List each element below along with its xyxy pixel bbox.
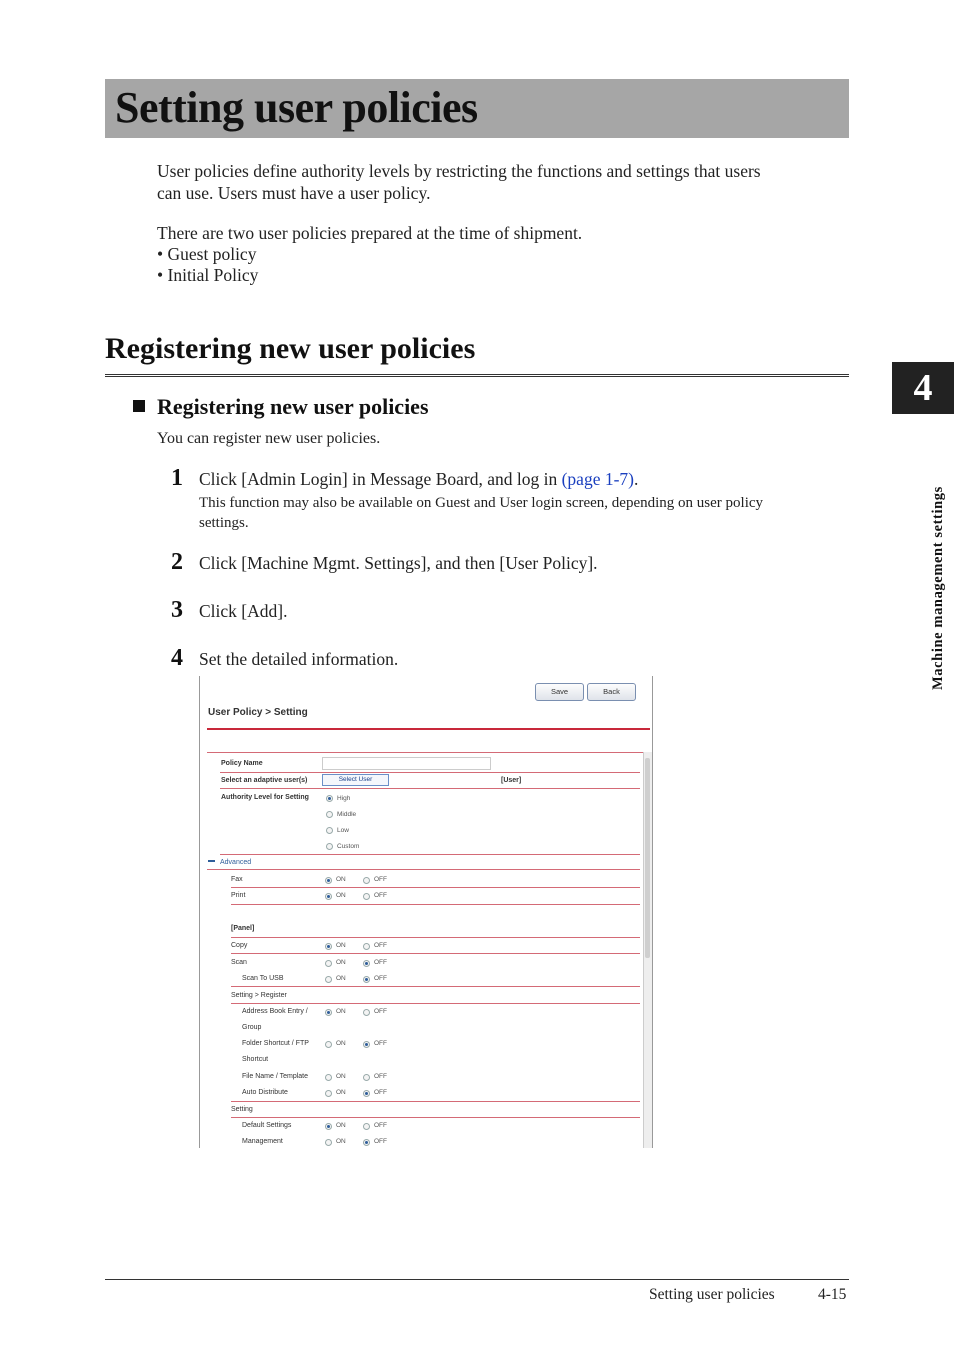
subsection-heading-text: Registering new user policies [157, 394, 429, 419]
scan-usb-off: OFF [374, 975, 387, 982]
scan-usb-off-radio[interactable] [363, 976, 370, 983]
print-on-radio[interactable] [325, 893, 332, 900]
subsection-heading [133, 394, 429, 420]
folder-shortcut-off: OFF [374, 1040, 387, 1047]
divider [220, 788, 640, 789]
radio-high[interactable] [326, 795, 333, 802]
print-label: Print [231, 892, 246, 899]
footer-title: Setting user policies [649, 1286, 775, 1303]
intro-line-3: There are two user policies prepared at the time of shipment. [157, 223, 583, 243]
radio-custom[interactable] [326, 843, 333, 850]
footer-page-number: 4-15 [818, 1286, 847, 1303]
level-middle: Middle [337, 811, 357, 818]
file-name-on: ON [336, 1073, 346, 1080]
divider [231, 1003, 640, 1004]
step-1-note-2: settings. [199, 515, 249, 531]
panel-label: [Panel] [231, 925, 255, 932]
step-3-text: Click [Add]. [199, 601, 288, 621]
fax-on-radio[interactable] [325, 877, 332, 884]
folder-shortcut-on: ON [336, 1040, 346, 1047]
scan-on-radio[interactable] [325, 960, 332, 967]
step-2-text: Click [Machine Mgmt. Settings], and then [User Policy]. [199, 553, 598, 573]
management-off: OFF [374, 1138, 387, 1145]
address-book-label: Address Book Entry / [242, 1008, 308, 1015]
copy-on: ON [336, 942, 346, 949]
divider [231, 1117, 640, 1118]
level-custom: Custom [337, 843, 360, 850]
file-name-off: OFF [374, 1073, 387, 1080]
section-heading [105, 330, 849, 377]
copy-off-radio[interactable] [363, 943, 370, 950]
print-on: ON [336, 892, 346, 899]
setting-register-label: Setting > Register [231, 992, 287, 999]
auto-distribute-off-radio[interactable] [363, 1090, 370, 1097]
bullet-guest: • Guest policy [157, 244, 257, 264]
setting-label: Setting [231, 1106, 253, 1113]
management-on: ON [336, 1138, 346, 1145]
default-settings-on: ON [336, 1122, 346, 1129]
divider [207, 869, 640, 870]
step-number-3: 3 [171, 597, 183, 623]
address-book-off-radio[interactable] [363, 1009, 370, 1016]
step-number-2: 2 [171, 549, 183, 575]
default-settings-label: Default Settings [242, 1122, 292, 1129]
step-1-note-1: This function may also be available on Guest and User login screen, depending on user policy [199, 495, 764, 511]
scan-usb-on: ON [336, 975, 346, 982]
fax-label: Fax [231, 876, 243, 883]
management-off-radio[interactable] [363, 1139, 370, 1146]
divider [231, 904, 640, 905]
scrollbar[interactable] [643, 752, 652, 1148]
step-number-4: 4 [171, 645, 183, 671]
folder-shortcut-label: Folder Shortcut / FTP [242, 1040, 309, 1047]
save-button[interactable]: Save [535, 683, 584, 701]
address-book-on-radio[interactable] [325, 1009, 332, 1016]
intro-line-2: can use. Users must have a user policy. [157, 183, 431, 203]
print-off-radio[interactable] [363, 893, 370, 900]
auto-distribute-on-radio[interactable] [325, 1090, 332, 1097]
scan-off: OFF [374, 959, 387, 966]
fax-off-radio[interactable] [363, 877, 370, 884]
divider [231, 953, 640, 954]
divider [220, 772, 640, 773]
copy-on-radio[interactable] [325, 943, 332, 950]
file-name-off-radio[interactable] [363, 1074, 370, 1081]
auto-distribute-off: OFF [374, 1089, 387, 1096]
advanced-label[interactable]: Advanced [220, 859, 252, 866]
divider [220, 854, 640, 855]
default-settings-off-radio[interactable] [363, 1123, 370, 1130]
print-off: OFF [374, 892, 387, 899]
folder-shortcut-off-radio[interactable] [363, 1041, 370, 1048]
scan-usb-label: Scan To USB [242, 975, 284, 982]
divider [231, 986, 640, 987]
collapse-icon[interactable] [208, 860, 215, 862]
copy-off: OFF [374, 942, 387, 949]
step-1-text [199, 468, 638, 490]
address-book-on: ON [336, 1008, 346, 1015]
step-1-main: Click [Admin Login] in Message Board, and log in [199, 469, 562, 489]
step-number-1: 1 [171, 465, 183, 491]
file-name-on-radio[interactable] [325, 1074, 332, 1081]
default-settings-off: OFF [374, 1122, 387, 1129]
fax-off: OFF [374, 876, 387, 883]
square-bullet-icon [133, 400, 145, 412]
scan-usb-on-radio[interactable] [325, 976, 332, 983]
copy-label: Copy [231, 942, 248, 949]
file-name-label: File Name / Template [242, 1073, 309, 1080]
scan-on: ON [336, 959, 346, 966]
step-1-period: . [634, 469, 639, 489]
header-divider [207, 728, 650, 730]
level-high: High [337, 795, 351, 802]
radio-low[interactable] [326, 827, 333, 834]
policy-name-label: Policy Name [221, 760, 263, 767]
scan-label: Scan [231, 959, 247, 966]
footer-divider [105, 1279, 849, 1280]
divider [207, 752, 643, 753]
shortcut-label: Shortcut [242, 1056, 269, 1063]
group-label: Group [242, 1024, 262, 1031]
chapter-label [914, 425, 946, 695]
subsection-intro: You can register new user policies. [157, 430, 381, 447]
default-settings-on-radio[interactable] [325, 1123, 332, 1130]
user-policy-screenshot [199, 676, 653, 1148]
management-on-radio[interactable] [325, 1139, 332, 1146]
scrollbar-thumb[interactable] [645, 758, 650, 958]
divider [231, 937, 640, 938]
fax-on: ON [336, 876, 346, 883]
section-heading-text: Registering new user policies [105, 332, 476, 365]
screen-header: User Policy > Setting [208, 707, 308, 718]
bullet-initial: • Initial Policy [157, 265, 259, 285]
step-4-text: Set the detailed information. [199, 649, 399, 669]
select-users-label: Select an adaptive user(s) [221, 777, 308, 784]
address-book-off: OFF [374, 1008, 387, 1015]
back-button[interactable]: Back [587, 683, 636, 701]
auto-distribute-on: ON [336, 1089, 346, 1096]
user-tag: [User] [501, 777, 522, 784]
level-low: Low [337, 827, 349, 834]
page-title: Setting user policies [115, 83, 478, 132]
auto-distribute-label: Auto Distribute [242, 1089, 288, 1096]
radio-middle[interactable] [326, 811, 333, 818]
folder-shortcut-on-radio[interactable] [325, 1041, 332, 1048]
management-label: Management [242, 1138, 283, 1145]
page-title-bar [105, 79, 849, 138]
select-user-button[interactable]: Select User [322, 774, 389, 786]
authority-label: Authority Level for Setting [221, 794, 309, 801]
scan-off-radio[interactable] [363, 960, 370, 967]
chapter-label-text: Machine management settings [930, 486, 946, 690]
intro-line-1: User policies define authority levels by restricting the functions and settings that users [157, 161, 761, 181]
chapter-tab: 4 [892, 362, 954, 414]
divider [231, 887, 640, 888]
policy-name-input[interactable] [322, 757, 491, 770]
divider [231, 1101, 640, 1102]
page-link[interactable]: (page 1-7) [561, 469, 634, 489]
